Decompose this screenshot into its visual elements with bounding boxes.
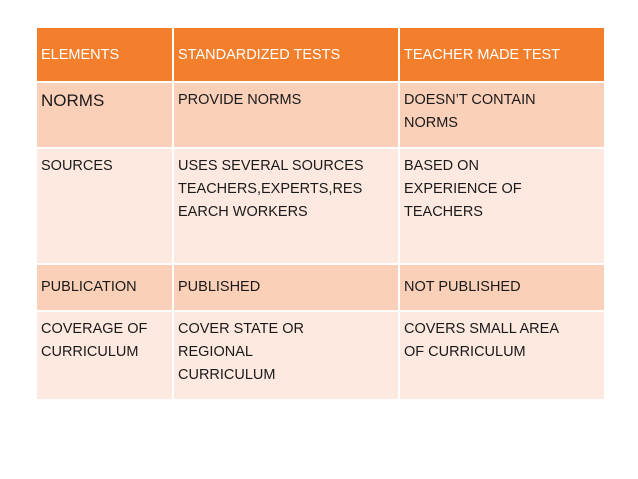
header-cell-elements: ELEMENTS: [37, 28, 172, 81]
table-cell: DOESN’T CONTAIN NORMS: [400, 83, 604, 147]
comparison-table: [37, 28, 600, 399]
header-cell-teacher-made-test: TEACHER MADE TEST: [400, 28, 604, 81]
table-cell: BASED ON EXPERIENCE OF TEACHERS: [400, 149, 604, 263]
table-cell: USES SEVERAL SOURCES TEACHERS,EXPERTS,RES EARCH WORKERS: [174, 149, 398, 263]
table-cell: NORMS: [37, 83, 172, 147]
header-cell-standardized-tests: STANDARDIZED TESTS: [174, 28, 398, 81]
table-cell: NOT PUBLISHED: [400, 265, 604, 310]
table-cell: COVERAGE OF CURRICULUM: [37, 312, 172, 399]
table-cell: COVER STATE OR REGIONAL CURRICULUM: [174, 312, 398, 399]
table-cell: SOURCES: [37, 149, 172, 263]
table-cell: PUBLISHED: [174, 265, 398, 310]
table-cell: COVERS SMALL AREA OF CURRICULUM: [400, 312, 604, 399]
table-cell: PROVIDE NORMS: [174, 83, 398, 147]
table-cell: PUBLICATION: [37, 265, 172, 310]
